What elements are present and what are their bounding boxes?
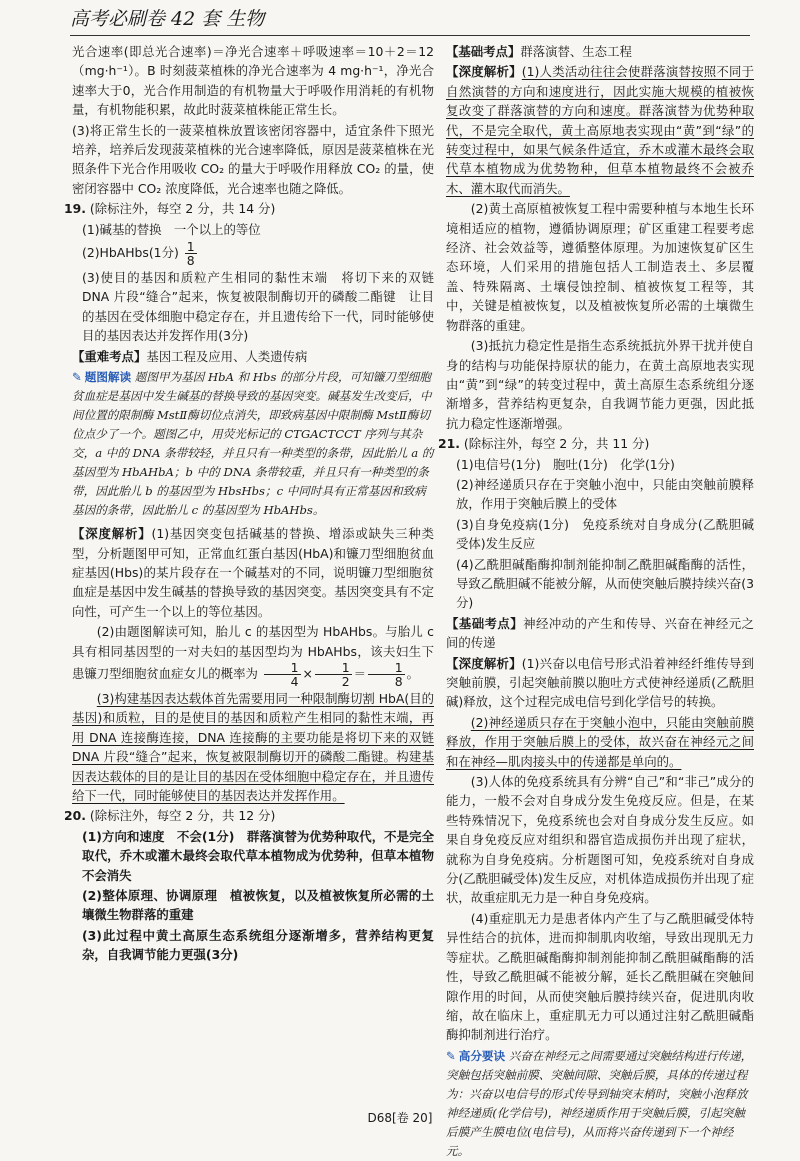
key-point-text: 群落演替、生态工程 [520, 44, 632, 59]
header-rule [70, 35, 750, 36]
pencil-icon: ✎ [446, 1048, 456, 1063]
box-label: 高分要诀 [458, 1048, 506, 1063]
paragraph: 光合速率(即总光合速率)＝净光合速率＋呼吸速率＝10＋2＝12（mg·h⁻¹）。B 时刻菠菜植株的净光合速率为 4 mg·h⁻¹，净光合速率大于0，光合作用制造的有机物量大于呼吸作用消耗的有机物量，有机物能积累，故此时菠菜植株能正常生长。 [72, 44, 434, 118]
analysis-text: (2)由题图解读可知，胎儿 c 的基因型为 HbAHbs。与胎儿 c 具有相同基因型的一对夫妇的基因型均为 HbAHbs，该夫妇生下患镰刀型细胞贫血症女儿的概率为 [72, 624, 434, 681]
figure-interpretation-box [72, 368, 434, 520]
deep-analysis-tag: 【深度解析】 [72, 526, 152, 542]
box-text: 题图甲为基因 HbA 和 Hbs 的部分片段，可知镰刀型细胞贫血症是基因中发生碱基的替换导致的基因突变。碱基发生改变后，中间位置的限制酶 MstⅡ酶切位点消失，即致病基因中限制酶 MstⅡ酶切位点少了一个。题图乙中，用荧光标记的 CTGACTCCT 序列与其杂交，a 中的 DNA 条带较轻，并且只有一种类型的条带，因此胎儿 a 的基因型为 HbAHbA；b 中的 DNA 条带较重，并且只有一种类型的条带，因此胎儿 b 的基因型为 HbsHbs；c 中同时具有正常基因和致病基因的条带，因此胎儿 c 的基因型为 HbAHbs。 [72, 370, 434, 518]
answer-line: (2)神经递质只存在于突触小泡中，只能由突触前膜释放，作用于突触后膜上的受体 [456, 476, 754, 512]
page-number: D68[卷 20] [367, 1111, 433, 1125]
numerator: 1 [186, 239, 195, 255]
analysis-paragraph: (3)构建基因表达载体首先需要用同一种限制酶切割 HbA(目的基因)和质粒，目的是使目的基因和质粒产生相同的黏性末端，再用 DNA 连接酶连接，DNA 连接酶的主要功能是将切下来的双链 DNA 片段“缝合”起来，恢复被限制酶切开的磷酸二酯键。构建基因表达载体的目的是让目的基因在受体细胞中稳定存在，并且遗传给下一代，同时能够使目的基因表达并发挥作用。 [72, 690, 434, 803]
analysis-paragraph: (3)抵抗力稳定性是指生态系统抵抗外界干扰并使自身的结构与功能保持原状的能力，在黄土高原地表实现由“黄”到“绿”的转变过程中，黄土高原生态系统组分逐渐增多，营养结构更复杂，自我调节能力更强，因此抵抗力稳定性逐渐增强。 [446, 338, 754, 431]
deep-analysis [446, 62, 754, 198]
fraction [315, 661, 352, 688]
high-score-tips-box [446, 1047, 754, 1161]
question-number: 21. [438, 436, 460, 452]
answer-line: (3)自身免疫病(1分) 免疫系统对自身成分(乙酰胆碱受体)发生反应 [456, 516, 754, 552]
analysis-paragraph: (4)重症肌无力是患者体内产生了与乙酰胆碱受体特异性结合的抗体，进而抑制肌肉收缩，导致出现肌无力等症状。乙酰胆碱酯酶抑制剂能抑制乙酰胆碱酯酶的活性，导致乙酰胆碱不能被分解，延长乙酰胆碱在突触间隙作用的时间，从而使突触后膜持续兴奋，促进肌肉收缩，故在临床上，重症肌无力可以通过注射乙酰胆碱酯酶抑制剂进行治疗。 [446, 910, 754, 1043]
question-note: (除标注外，每空 2 分，共 11 分) [463, 436, 650, 452]
key-point [72, 347, 434, 366]
answer-line: (2)整体原理、协调原理 植被恢复，以及植被恢复所必需的土壤微生物群落的重建 [82, 888, 434, 923]
fraction [368, 661, 405, 688]
key-point-text: 神经冲动的产生和传导、兴奋在神经元之间的传递 [446, 615, 755, 651]
answer-line: (4)乙酰胆碱酯酶抑制剂能抑制乙酰胆碱酯酶的活性，导致乙酰胆碱不能被分解，从而使突触后膜持续兴奋(3分) [456, 556, 754, 611]
analysis-paragraph [72, 622, 434, 688]
deep-analysis [72, 524, 434, 621]
answer-line: (3)此过程中黄土高原生态系统组分逐渐增多，营养结构更复杂，自我调节能力更强(3分) [82, 927, 434, 963]
key-point [446, 42, 754, 61]
times-sign: × [302, 665, 313, 681]
question-note: (除标注外，每空 2 分，共 14 分) [89, 201, 276, 217]
key-point-tag: 【基础考点】 [446, 615, 524, 631]
equals-sign: ＝ [353, 665, 366, 681]
key-point-text: 基因工程及应用、人类遗传病 [146, 348, 308, 364]
header-title: 高考必刷卷 42 套 生物 [70, 8, 265, 30]
numerator: 1 [368, 661, 405, 675]
numerator: 1 [315, 661, 352, 675]
denominator: 2 [341, 673, 350, 689]
question-20-header [64, 806, 434, 825]
analysis-paragraph: (3)人体的免疫系统具有分辨“自己”和“非己”成分的能力，一般不会对自身成分发生免疫反应。但是，在某些特殊情况下，免疫系统也会对自身成分发生反应。如果自身免疫反应对组织和器官造成损伤并出现了症状，就称为自身免疫病。分析题图可知，免疫系统对自身成分(乙酰胆碱受体)发生反应，对机体造成损伤并出现了症状，故重症肌无力是一种自身免疫病。 [446, 774, 754, 906]
key-point [446, 614, 754, 653]
denominator: 8 [394, 673, 403, 689]
fraction [185, 240, 197, 267]
paragraph: (3)将正常生长的一菠菜植株放置该密闭容器中，适宜条件下照光培养，培养后发现菠菜植株的光合速率降低，原因是菠菜植株在光照条件下光合作用吸收 CO₂ 的量大于呼吸作用释放 CO₂ 的量，使密闭容器中 CO₂ 浓度降低，光合速率也随之降低。 [72, 122, 434, 196]
answer-line [72, 240, 434, 267]
right-column [438, 42, 755, 1158]
numerator: 1 [264, 661, 301, 675]
answer-text: (2)HbAHbs(1分) [82, 245, 179, 261]
question-number: 20. [64, 808, 86, 824]
analysis-text: (1)兴奋以电信号形式沿着神经纤维传导到突触前膜，引起突触前膜以胞吐方式使神经递质(乙酰胆碱)释放，这个过程完成电信号到化学信号的转换。 [446, 655, 755, 710]
question-21-header [438, 434, 754, 453]
denominator: 4 [290, 673, 299, 689]
question-19-header [64, 199, 434, 218]
fraction [264, 661, 301, 688]
answer-line: (3)使目的基因和质粒产生相同的黏性末端 将切下来的双链 DNA 片段“缝合”起来，恢复被限制酶切开的磷酸二酯键 让目的基因在受体细胞中稳定存在，并且遗传给下一代，同时能够使目的基因表达并发挥作用(3分) [82, 270, 434, 344]
analysis-text: (1)基因突变包括碱基的替换、增添或缺失三种类型，分析题图甲可知，正常血红蛋白基因(HbA)和镰刀型细胞贫血症基因(Hbs)的某片段存在一个碱基对的不同，说明镰刀型细胞贫血症是基因中发生碱基的替换导致的基因突变。基因突变具有不定向性，可产生一个以上的等位基因。 [72, 526, 435, 619]
box-label: 题图解读 [84, 370, 132, 385]
analysis-paragraph: (2)黄土高原植被恢复工程中需要种植与本地生长环境相适应的植物，遵循协调原理；矿区重建工程要考虑经济、社会效益等，遵循整体原理。为加速恢复矿区生态环境，人们采用的措施包括人工制造表土、多层覆盖、特殊隔离、土壤侵蚀控制、植被恢复工程等，其中，关键是植被恢复，以及植被恢复所必需的土壤微生物群落的重建。 [446, 201, 754, 333]
answer-line: (1)电信号(1分) 胞吐(1分) 化学(1分) [456, 456, 675, 472]
answer-line: (1)方向和速度 不会(1分) 群落演替为优势种取代，不是完全取代，乔木或灌木最终会取代草本植物成为优势种，但草本植物不会消失 [82, 828, 434, 883]
analysis-paragraph: (2)神经递质只存在于突触小泡中，只能由突触前膜释放，作用于突触后膜上的受体，故兴奋在神经元之间和在神经—肌肉接头中的传递都是单向的。 [446, 714, 754, 769]
answer-line: (1)碱基的替换 一个以上的等位 [82, 221, 261, 237]
deep-analysis-tag: 【深度解析】 [446, 655, 522, 671]
analysis-text: (1)人类活动往往会使群落演替按照不同于自然演替的方向和速度进行，因此实施大规模的植被恢复改变了群落演替的方向和速度。群落演替为优势种取代，不是完全取代，黄土高原地表实现由“黄”到“绿”的转变过程中，如果气候条件适宜，乔木或灌木最终会取代草本植物成为优势物种，但草本植物最终不会被乔木、灌木取代而消失。 [446, 64, 755, 196]
period: 。 [406, 665, 420, 681]
key-point-tag: 【基础考点】 [446, 44, 521, 59]
pencil-icon: ✎ [72, 370, 82, 385]
page-header [70, 4, 750, 38]
deep-analysis-tag: 【深度解析】 [446, 64, 522, 80]
denominator: 8 [186, 253, 195, 269]
question-note: (除标注外，每空 2 分，共 12 分) [89, 808, 276, 824]
left-column [64, 42, 435, 1108]
question-number: 19. [64, 201, 86, 217]
deep-analysis [446, 654, 754, 712]
key-point-tag: 【重难考点】 [72, 348, 147, 364]
box-text: 兴奋在神经元之间需要通过突触结构进行传递，突触包括突触前膜、突触间隙、突触后膜，具体的传递过程为：兴奋以电信号的形式传导到轴突末梢时，突触小泡释放神经递质(化学信号)，神经递质作用于突触后膜，引起突触后膜产生膜电位(电信号)，从而将兴奋传递到下一个神经元。 [446, 1048, 753, 1158]
